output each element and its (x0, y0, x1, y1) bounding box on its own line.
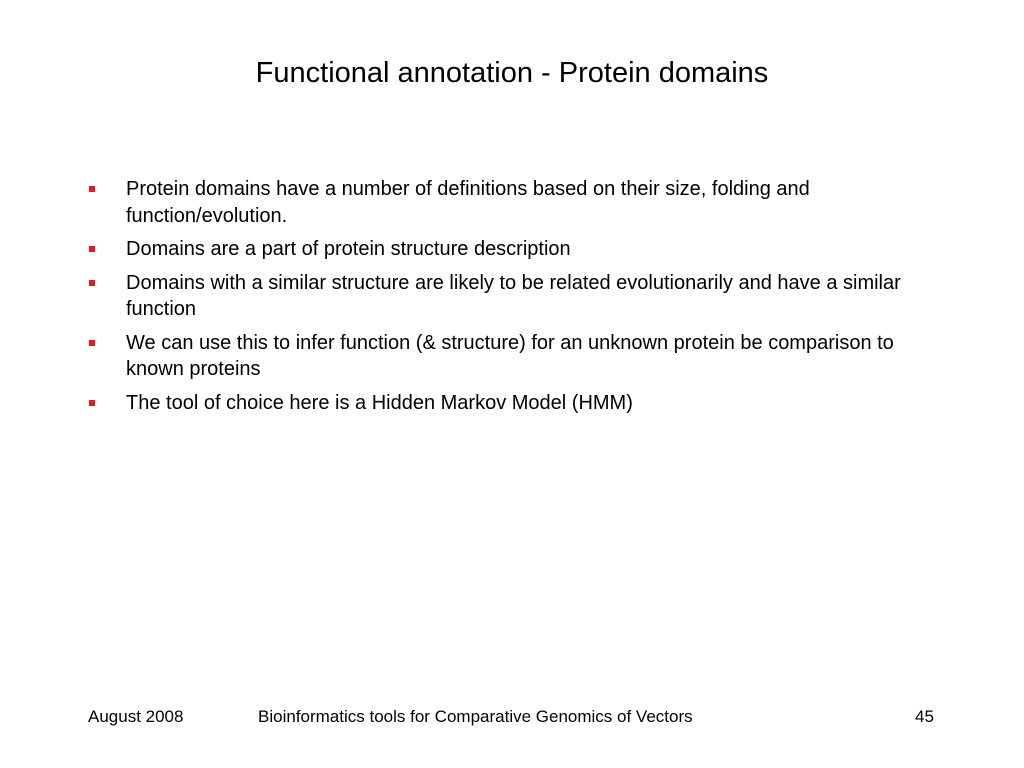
square-bullet-icon (89, 400, 95, 406)
square-bullet-icon (89, 280, 95, 286)
footer-date: August 2008 (88, 707, 184, 726)
bullet-text: We can use this to infer function (& structure) for an unknown protein be comparison to known proteins (126, 331, 894, 380)
bullet-item (88, 270, 948, 323)
bullet-text: Domains with a similar structure are likely to be related evolutionarily and have a similar function (126, 271, 901, 320)
bullet-item (88, 390, 948, 417)
page-number: 45 (915, 707, 934, 726)
footer-title: Bioinformatics tools for Comparative Genomics of Vectors (258, 707, 693, 726)
bullet-text: The tool of choice here is a Hidden Markov Model (HMM) (126, 391, 633, 414)
square-bullet-icon (89, 340, 95, 346)
bullet-list (88, 176, 948, 423)
square-bullet-icon (89, 246, 95, 252)
bullet-text: Domains are a part of protein structure description (126, 238, 571, 260)
bullet-item (88, 176, 948, 229)
bullet-text: Protein domains have a number of definitions based on their size, folding and function/evolution. (126, 178, 810, 227)
bullet-item (88, 236, 948, 263)
slide-title: Functional annotation - Protein domains (255, 57, 769, 89)
bullet-item (88, 330, 948, 383)
square-bullet-icon (89, 186, 95, 192)
